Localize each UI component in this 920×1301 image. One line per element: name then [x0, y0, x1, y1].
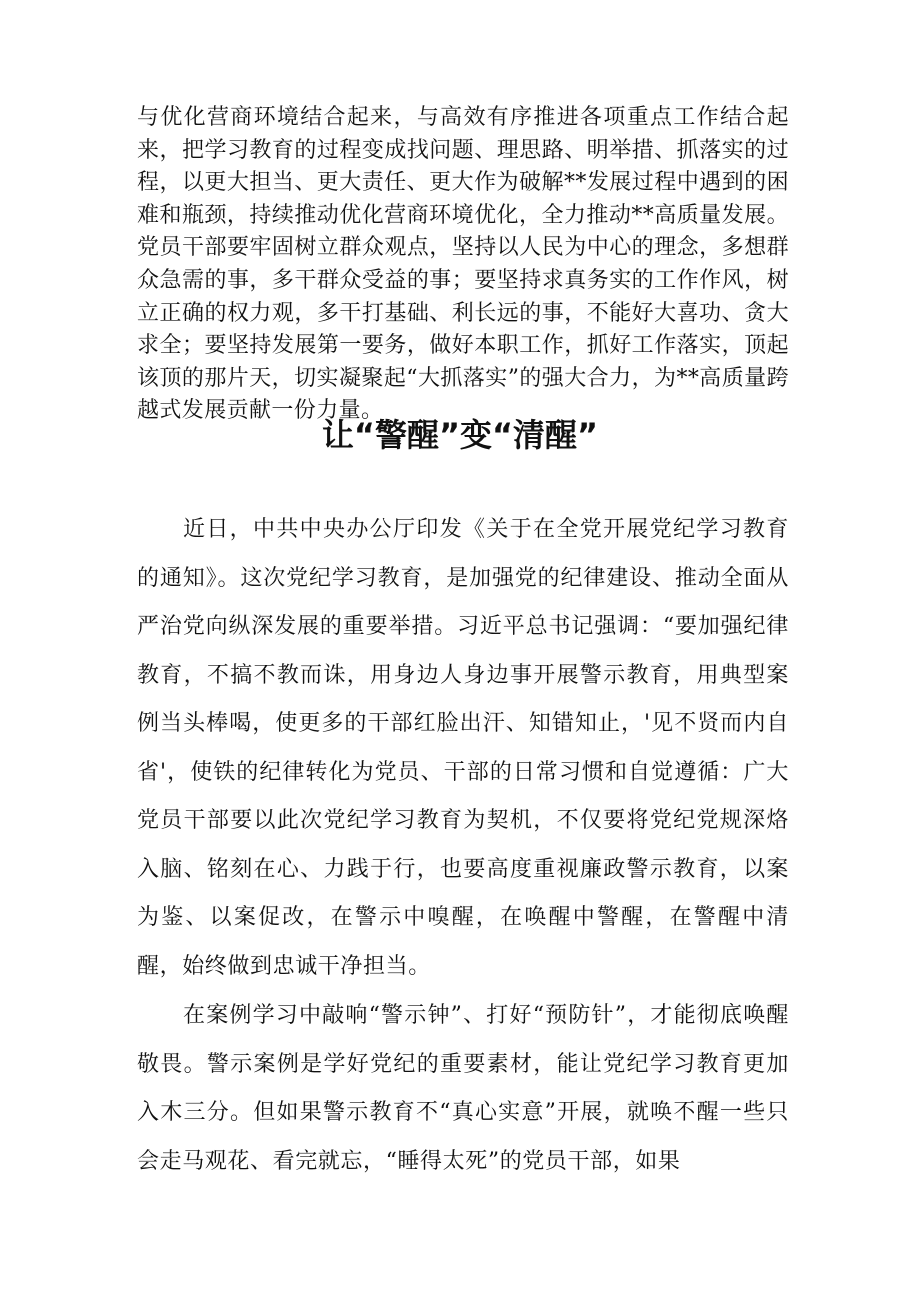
article-heading: 让“警醒”变“清醒” [321, 416, 599, 454]
body-paragraph-2: 在案例学习中敲响“警示钟”、打好“预防针”，才能彻底唤醒敬畏。警示案例是学好党纪的重要素材，能让党纪学习教育更加入木三分。但如果警示教育不“真心实意”开展，就唤不醒一些只会走马观花、看完就忘，“睡得太死”的党员干部，如果 [137, 1003, 789, 1174]
top-paragraph: 与优化营商环境结合起来，与高效有序推进各项重点工作结合起来，把学习教育的过程变成找问题、理思路、明举措、抓落实的过程，以更大担当、更大责任、更大作为破解**发展过程中遇到的困难和瓶颈，持续推动优化营商环境优化，全力推动**高质量发展。党员干部要牢固树立群众观点，坚持以人民为中心的理念，多想群众急需的事，多干群众受益的事；要坚持求真务实的工作作风，树立正确的权力观，多干打基础、利长远的事，不能好大喜功、贪大求全；要坚持发展第一要务，做好本职工作，抓好工作落实，顶起该顶的那片天，切实凝聚起“大抓落实”的强大合力，为**高质量跨越式发展贡献一份力量。 [137, 105, 789, 424]
body-paragraph-1: 近日，中共中央办公厅印发《关于在全党开展党纪学习教育的通知》。这次党纪学习教育，是加强党的纪律建设、推动全面从严治党向纵深发展的重要举措。习近平总书记强调：“要加强纪律教育，不搞不教而诛，用身边人身边事开展警示教育，用典型案例当头棒喝，使更多的干部红脸出汗、知错知止，'见不贤而内自省'，使铁的纪律转化为党员、干部的日常习惯和自觉遵循：广大党员干部要以此次党纪学习教育为契机，不仅要将党纪党规深烙入脑、铭刻在心、力践于行，也要高度重视廉政警示教育，以案为鉴、以案促改，在警示中嗅醒，在唤醒中警醒，在警醒中清醒，始终做到忠诚干净担当。 [137, 517, 789, 979]
